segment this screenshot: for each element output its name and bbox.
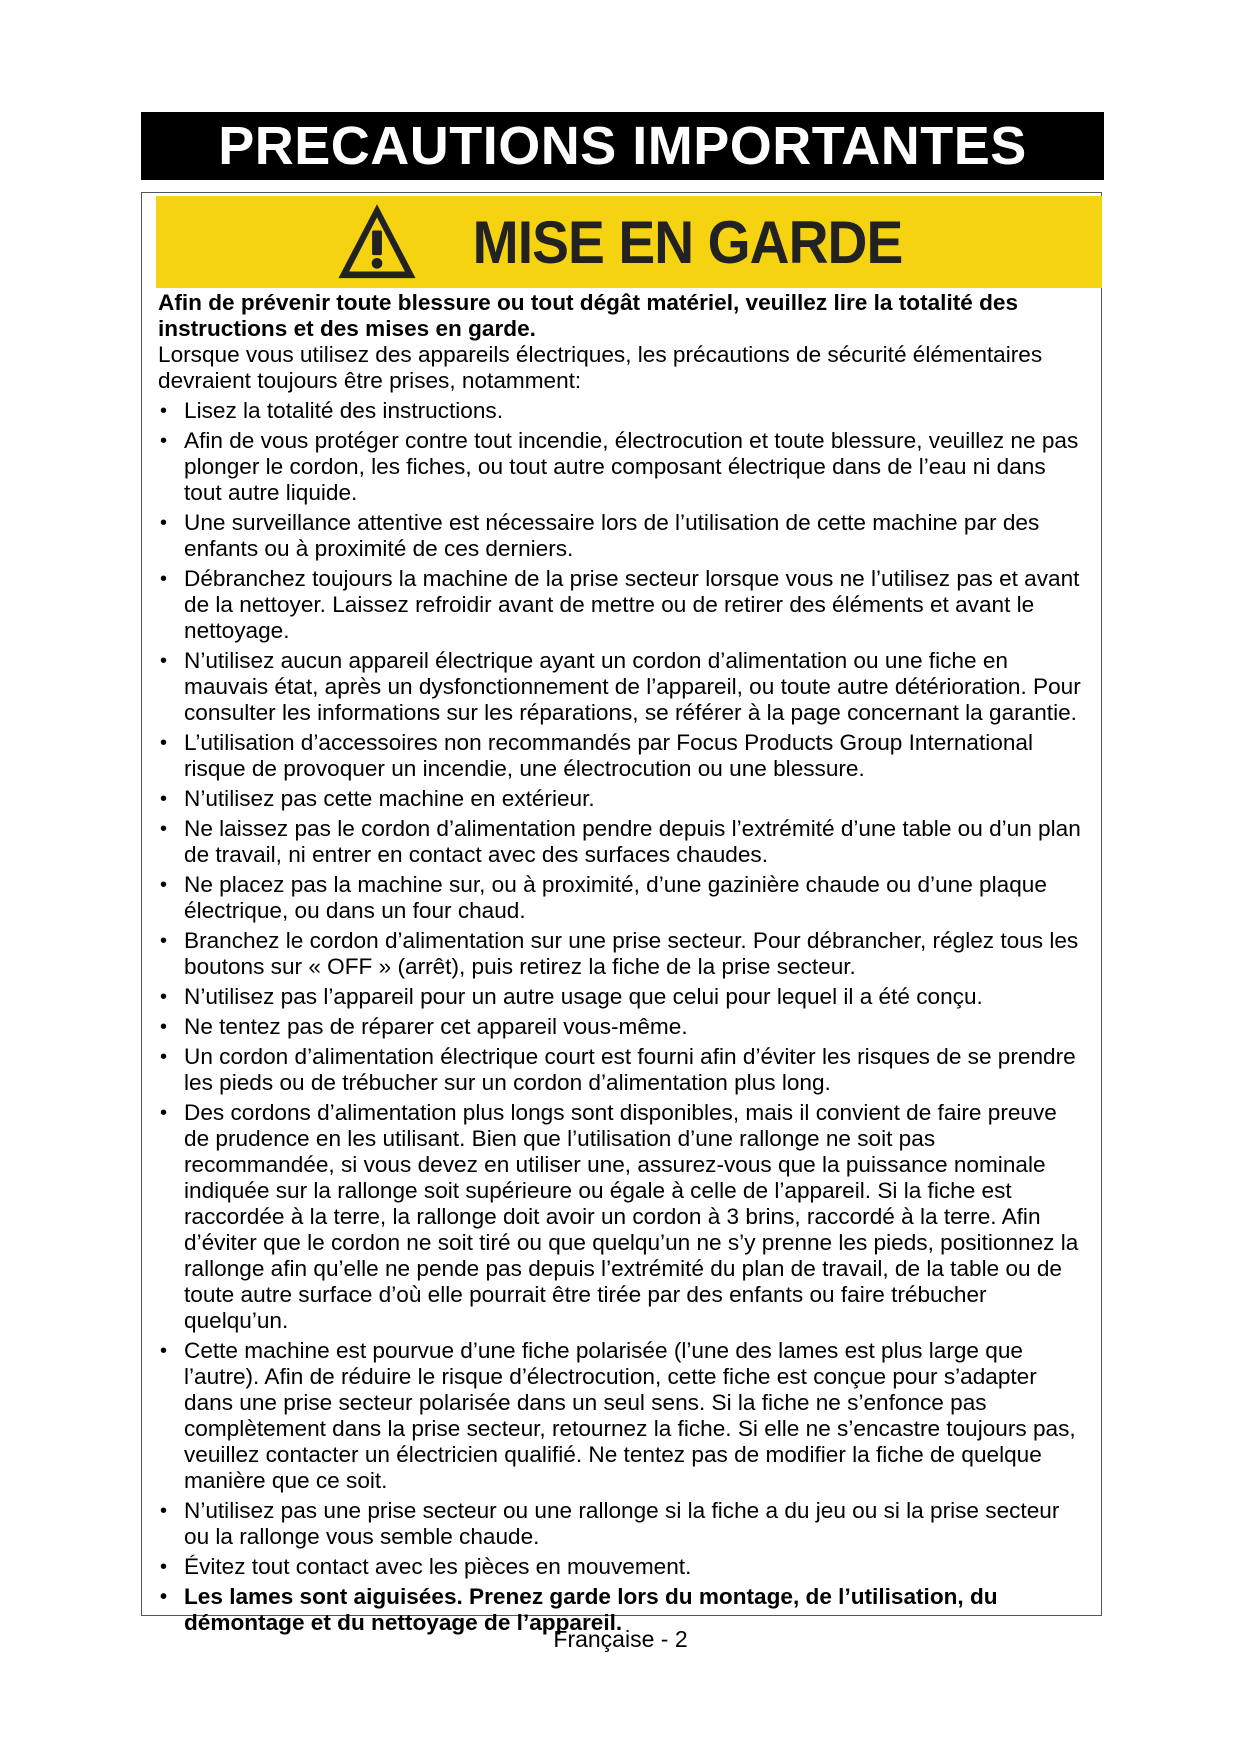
intro-bold-text: Afin de prévenir toute blessure ou tout dégât matériel, veuillez lire la totalité des instructions et des mises en garde. [158,290,1019,341]
list-item: • Ne placez pas la machine sur, ou à proximité, d’une gazinière chaude ou d’une plaque électrique, ou dans un four chaud. [158,872,1088,924]
warning-label: MISE EN GARDE [473,208,903,276]
list-item: • Branchez le cordon d’alimentation sur une prise secteur. Pour débrancher, réglez tous les boutons sur « OFF » (arrêt), puis retirez la fiche de la prise secteur. [158,928,1088,980]
list-item: • Évitez tout contact avec les pièces en mouvement. [158,1554,1088,1580]
list-item: • N’utilisez aucun appareil électrique ayant un cordon d’alimentation ou une fiche en mauvais état, après un dysfonctionnement de l’appareil, ou toute autre détérioration. Pour consulter les informations sur les réparations, se référer à la page concernant la garantie. [158,648,1088,726]
list-item: • Débranchez toujours la machine de la prise secteur lorsque vous ne l’utilisez pas et avant de la nettoyer. Laissez refroidir avant de mettre ou de retirer des éléments et avant le nettoyage. [158,566,1088,644]
list-item: • Ne tentez pas de réparer cet appareil vous-même. [158,1014,1088,1040]
list-item: • N’utilisez pas l’appareil pour un autre usage que celui pour lequel il a été conçu. [158,984,1088,1010]
safety-content [158,290,1088,1636]
page-title: PRECAUTIONS IMPORTANTES [218,116,1027,176]
list-item: • Cette machine est pourvue d’une fiche polarisée (l’une des lames est plus large que l’autre). Afin de réduire le risque d’électrocution, cette fiche est conçue pour s’adapter dans une prise secteur polarisée dans un seul sens. Si la fiche ne s’enfonce pas complètement dans la prise secteur, retournez la fiche. Si elle ne s’encastre toujours pas, veuillez contacter un électricien qualifié. Ne tentez pas de modifier la fiche de quelque manière que ce soit. [158,1338,1088,1494]
page-footer: Française - 2 [553,1626,688,1652]
intro-text: Lorsque vous utilisez des appareils électriques, les précautions de sécurité élémentaires devraient toujours être prises, notamment: [158,342,1043,393]
list-item: • Un cordon d’alimentation électrique court est fourni afin d’éviter les risques de se prendre les pieds ou de trébucher sur un cordon d’alimentation plus long. [158,1044,1088,1096]
precautions-list [158,398,1088,1636]
warning-triangle-icon [336,201,418,283]
list-item: • Afin de vous protéger contre tout incendie, électrocution et toute blessure, veuillez ne pas plonger le cordon, les fiches, ou tout autre composant électrique dans de l’eau ni dans tout autre liquide. [158,428,1088,506]
list-item: • N’utilisez pas cette machine en extérieur. [158,786,1088,812]
list-item: • Une surveillance attentive est nécessaire lors de l’utilisation de cette machine par des enfants ou à proximité de ces derniers. [158,510,1088,562]
list-item: • L’utilisation d’accessoires non recommandés par Focus Products Group International risque de provoquer un incendie, une électrocution ou une blessure. [158,730,1088,782]
list-item: • Des cordons d’alimentation plus longs sont disponibles, mais il convient de faire preuve de prudence en les utilisant. Bien que l’utilisation d’une rallonge ne soit pas recommandée, si vous devez en utiliser une, assurez-vous que la puissance nominale indiquée sur la rallonge soit supérieure ou égale à celle de l’appareil. Si la fiche est raccordée à la terre, la rallonge doit avoir un cordon à 3 brins, raccordé à la terre. Afin d’éviter que le cordon ne soit tiré ou que quelqu’un ne s’y prenne les pieds, positionnez la rallonge afin qu’elle ne pende pas depuis l’extrémité du plan de travail, de la table ou de toute autre surface d’où elle pourrait être tirée par des enfants ou faire trébucher quelqu’un. [158,1100,1088,1334]
list-item: • Lisez la totalité des instructions. [158,398,1088,424]
warning-banner [156,196,1102,288]
list-item: • N’utilisez pas une prise secteur ou une rallonge si la fiche a du jeu ou si la prise secteur ou la rallonge vous semble chaude. [158,1498,1088,1550]
page-header [141,112,1104,180]
list-item-bold: • Les lames sont aiguisées. Prenez garde lors du montage, de l’utilisation, du démontage et du nettoyage de l’appareil. [158,1584,1088,1636]
list-item: • Ne laissez pas le cordon d’alimentation pendre depuis l’extrémité d’une table ou d’un plan de travail, ni entrer en contact avec des surfaces chaudes. [158,816,1088,868]
